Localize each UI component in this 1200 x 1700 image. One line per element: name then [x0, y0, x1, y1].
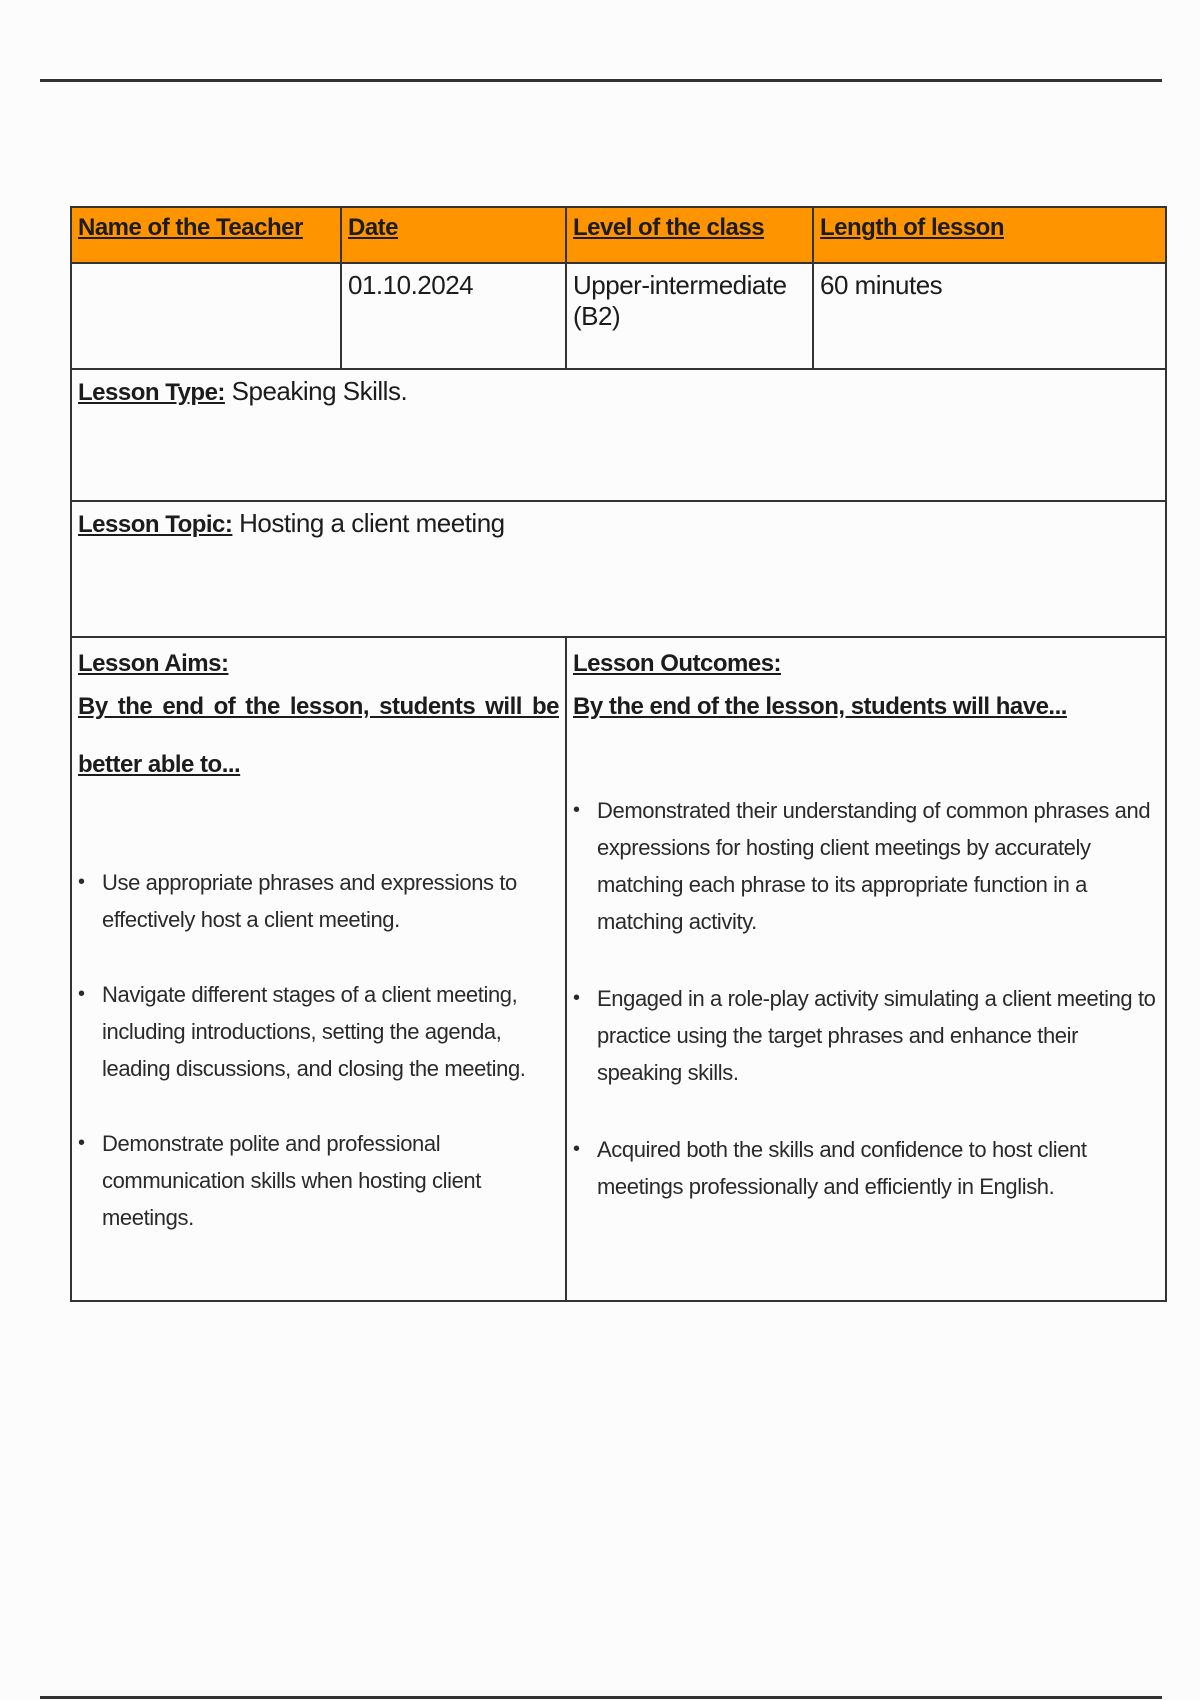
lesson-type-row [71, 369, 1166, 501]
aim-text: Demonstrate polite and professional communication skills when hosting client meetings. [102, 1131, 481, 1230]
lesson-aims-title: Lesson Aims: [78, 650, 229, 677]
lesson-topic-label: Lesson Topic: [78, 511, 233, 538]
lesson-aims-cell [71, 637, 566, 1301]
lesson-type-value: Speaking Skills. [224, 376, 408, 406]
header-row [71, 207, 1166, 263]
lesson-type-cell [71, 369, 1166, 501]
lesson-plan-table [70, 206, 1167, 1302]
list-item [573, 792, 1159, 940]
bullet-icon: • [573, 799, 580, 821]
list-item [78, 976, 559, 1087]
lesson-topic-row [71, 501, 1166, 637]
lesson-aims-subtitle: By the end of the lesson, students will be better able to... [78, 693, 559, 778]
aim-text: Navigate different stages of a client meeting, including introductions, setting the agenda, leading discussions, and closing the meeting. [102, 982, 526, 1081]
bullet-icon: • [573, 1138, 580, 1160]
teacher-header: Name of the Teacher [71, 207, 341, 263]
bottom-rule [40, 1696, 1162, 1699]
outcome-text: Acquired both the skills and confidence to host client meetings professionally and efficiently in English. [597, 1137, 1087, 1199]
list-item [78, 1125, 559, 1236]
level-header: Level of the class [566, 207, 813, 263]
aims-outcomes-row [71, 637, 1166, 1301]
outcome-text: Engaged in a role-play activity simulating a client meeting to practice using the target phrases and enhance their speaking skills. [597, 986, 1156, 1085]
list-item [573, 1131, 1159, 1205]
length-value: 60 minutes [813, 263, 1166, 369]
length-header: Length of lesson [813, 207, 1166, 263]
lesson-topic-cell [71, 501, 1166, 637]
bullet-icon: • [573, 987, 580, 1009]
outcome-text: Demonstrated their understanding of common phrases and expressions for hosting client meetings by accurately matching each phrase to its appropriate function in a matching activity. [597, 798, 1151, 934]
lesson-aims-list [78, 864, 559, 1236]
lesson-type-label: Lesson Type: [78, 379, 225, 406]
list-item [78, 864, 559, 938]
bullet-icon: • [78, 983, 85, 1005]
bullet-icon: • [78, 1132, 85, 1154]
lesson-outcomes-cell [566, 637, 1166, 1301]
lesson-outcomes-list [573, 792, 1159, 1205]
level-value: Upper-intermediate (B2) [566, 263, 813, 369]
list-item [573, 980, 1159, 1091]
lesson-outcomes-subtitle: By the end of the lesson, students will have... [573, 693, 1067, 720]
date-header: Date [341, 207, 566, 263]
lesson-topic-value: Hosting a client meeting [232, 508, 505, 538]
top-rule [40, 79, 1162, 82]
bullet-icon: • [78, 871, 85, 893]
aim-text: Use appropriate phrases and expressions to effectively host a client meeting. [102, 870, 517, 932]
date-value: 01.10.2024 [341, 263, 566, 369]
teacher-value [71, 263, 341, 369]
values-row [71, 263, 1166, 369]
lesson-outcomes-title: Lesson Outcomes: [573, 650, 782, 677]
